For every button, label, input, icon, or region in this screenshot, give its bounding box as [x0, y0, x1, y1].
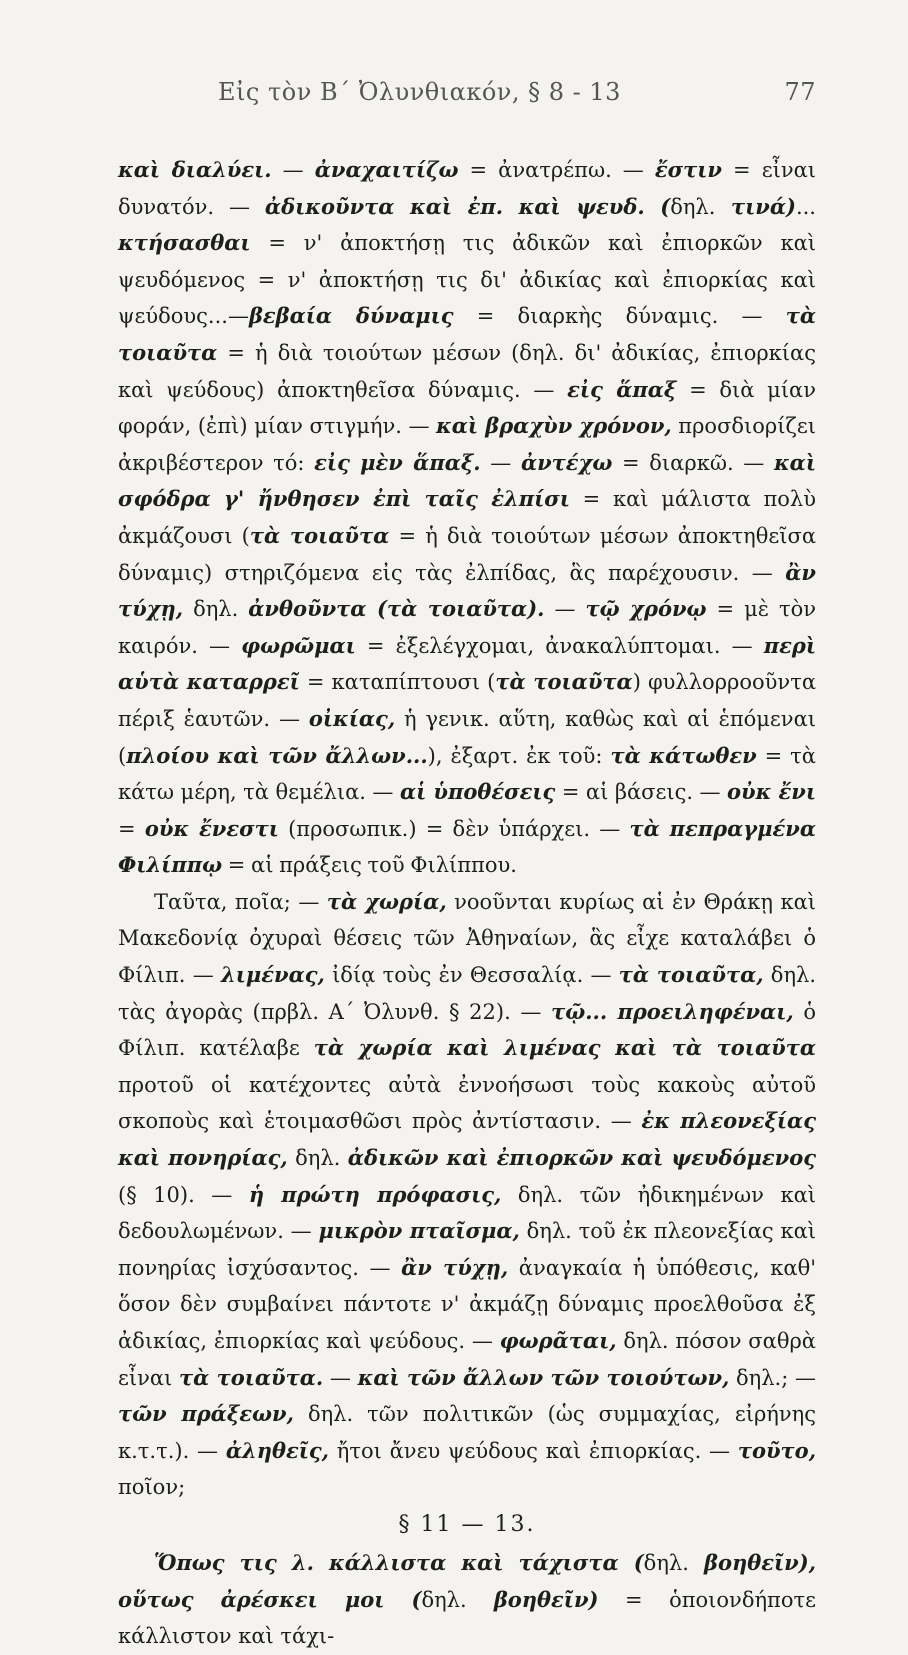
lemma: ἀναχαιτίζω — [314, 157, 459, 182]
text-run: = τὰ κάτω μέρη, τὰ θεμέλια. — — [118, 743, 816, 805]
lemma: ἀδικοῦντα καὶ ἐπ. καὶ ψευδ. ( — [264, 193, 671, 219]
text-run: = διὰ μίαν φοράν, (ἐπὶ) μίαν στιγμήν. — — [118, 377, 816, 439]
text-run: δηλ. τῶν πολιτικῶν (ὡς συμμαχίας, εἰρήνης κ.τ.τ.). — — [118, 1402, 816, 1463]
lemma: οἰκίας, — [308, 705, 396, 731]
lemma: φωρᾶται, — [499, 1328, 617, 1353]
text-run: = καταπίπτουσι ( — [299, 670, 496, 695]
text-run: = διαρκὴς δύναμις. — — [453, 304, 786, 329]
text-run: = μὲ τὸν καιρόν. — — [118, 597, 817, 658]
text-run: = διαρκῶ. — — [612, 450, 774, 475]
lemma: καὶ τῶν ἄλλων τῶν τοιούτων, — [357, 1364, 730, 1390]
lemma: βοηθεῖν) — [466, 1586, 599, 1612]
text-run: δηλ. — [643, 1550, 689, 1575]
text-run: = ν' ἀποκτήσῃ τις ἀδικῶν καὶ ἐπιορκῶν καὶ ψευδόμενος = ν' ἀποκτήσῃ τις δι' ἀδικίας καὶ ἐπιορκίας καὶ ψεύδους...— — [118, 231, 816, 329]
lemma: καὶ διαλύει. — [118, 157, 272, 182]
text-run: νοοῦνται κυρίως αἱ ἐν Θράκῃ καὶ Μακεδονίᾳ ὀχυραὶ θέσεις τῶν Ἀθηναίων, ἃς εἶχε καταλάβει ὁ Φίλιπ. — — [118, 889, 816, 988]
lemma: ἀληθεῖς, — [225, 1437, 329, 1463]
lemma: βεβαία δύναμις — [248, 303, 454, 329]
lemma: καὶ σφόδρα γ' ἤνθησεν ἐπὶ ταῖς ἐλπίσι — [118, 449, 816, 512]
text-run: = ἡ διὰ τοιούτων μέσων ἀποκτηθεῖσα δύναμις) στηριζόμενα εἰς τὰς ἐλπίδας, ἃς παρέχουσιν. — — [118, 523, 816, 585]
text-run: δηλ.; — — [729, 1365, 816, 1390]
text-run: προσδιορίζει ἀκριβέστερον τό: — [118, 414, 817, 475]
lemma: τοῦτο, — [737, 1437, 816, 1463]
commentary-body — [118, 152, 816, 1506]
text-run: — — [480, 450, 521, 475]
lemma: τὰ χωρία καὶ λιμένας καὶ τὰ τοιαῦτα — [313, 1035, 816, 1061]
lemma: τὰ τοιαῦτα. — [178, 1364, 324, 1390]
text-run: = αἱ πράξεις τοῦ Φιλίππου. — [222, 853, 517, 878]
paragraph-2 — [118, 884, 816, 1506]
lemma: ἀδικῶν καὶ ἐπιορκῶν καὶ ψευδόμενος — [347, 1145, 816, 1171]
lemma: καὶ βραχὺν χρόνον, — [436, 413, 672, 439]
lemma: οὐκ ἔνεστι — [144, 815, 279, 841]
text-run: — — [544, 597, 586, 622]
lemma: τὰ τοιαῦτα — [495, 669, 633, 695]
text-run: = αἱ βάσεις. — — [555, 780, 728, 805]
text-run: ) φυλλορροοῦντα πέριξ ἑαυτῶν. — — [118, 670, 816, 731]
lemma: εἰς ἅπαξ — [567, 376, 677, 402]
page-header — [118, 78, 816, 122]
lemma: τὰ κάτωθεν — [610, 742, 757, 768]
lemma: λιμένας, — [220, 962, 325, 988]
lemma: τὰ χωρία, — [326, 888, 447, 914]
text-run: (προσωπικ.) = δὲν ὑπάρχει. — — [278, 816, 630, 841]
lemma: τινά) — [715, 193, 796, 219]
page-number: 77 — [784, 78, 816, 106]
lemma: πλοίου καὶ τῶν ἄλλων... — [126, 742, 428, 768]
running-title: Εἰς τὸν Β΄ Ὀλυνθιακόν, § 8 - 13 — [218, 78, 621, 106]
text-run: ὁ Φίλιπ. κατέλαβε — [118, 999, 816, 1061]
lemma: τῷ χρόνῳ — [585, 596, 707, 622]
text-run: = ὁποιονδήποτε κάλλιστον καὶ τάχι- — [118, 1587, 816, 1649]
text-run: = ἡ διὰ τοιούτων μέσων (δηλ. δι' ἀδικίας, ἐπιορκίας καὶ ψεύδους) ἀποκτηθεῖσα δύναμις. — — [118, 340, 816, 402]
text-run: δηλ. — [287, 1146, 348, 1171]
text-run: δηλ. τὰς ἀγορὰς (πρβλ. Α΄ Ὀλυνθ. § 22). — — [118, 963, 817, 1024]
text-run: — — [323, 1365, 358, 1390]
lemma: ἂν τύχῃ, — [118, 559, 816, 622]
paragraph-3 — [118, 1545, 816, 1655]
text-run: ἤτοι ἄνευ ψεύδους καὶ ἐπιορκίας. — — [329, 1438, 738, 1463]
text-run: ποῖον; — [118, 1475, 186, 1500]
text-run: ἀναγκαία ἡ ὑπόθεσις, καθ' ὅσον δὲν συμβαίνει πάντοτε ν' ἀκμάζῃ δύναμις προελθοῦσα ἐξ ἀδικίας, ἐπιορκίας καὶ ψεύδους. — — [118, 1255, 816, 1353]
lemma: τῶν πράξεων, — [118, 1401, 294, 1427]
text-run: δηλ. τοῦ ἐκ πλεονεξίας καὶ πονηρίας ἰσχύσαντος. — — [118, 1219, 816, 1280]
lemma: ἐκ πλεονεξίας καὶ πονηρίας, — [118, 1108, 816, 1171]
text-run: (§ 10). — — [118, 1182, 249, 1207]
lemma: αἱ ὑποθέσεις — [399, 779, 556, 805]
lemma: περὶ αὑτὰ καταρρεῖ — [118, 632, 816, 695]
text-run: = ἐξελέγχομαι, ἀνακαλύπτομαι. — — [355, 633, 764, 658]
text-run: = — [118, 816, 145, 841]
lemma: φωρῶμαι — [241, 632, 356, 658]
text-run: Ταῦτα, ποῖα; — — [154, 889, 327, 914]
lemma: Ὅπως τις λ. κάλλιστα καὶ τάχιστα ( — [154, 1549, 644, 1575]
text-run: δηλ. — [421, 1587, 467, 1612]
text-run: δηλ. τῶν ἠδικημένων καὶ δεδουλωμένων. — — [118, 1182, 816, 1244]
text-run: ἡ γενικ. αὕτη, καθὼς καὶ αἱ ἑπόμεναι ( — [118, 706, 816, 768]
text-run: ἰδίᾳ τοὺς ἐν Θεσσαλίᾳ. — — [324, 963, 619, 988]
text-run: δηλ. — [670, 194, 716, 219]
lemma: τὰ τοιαῦτα — [249, 522, 390, 548]
lemma: ἔστιν — [654, 157, 722, 182]
lemma: οὐκ ἔνι — [727, 779, 816, 805]
lemma: τὰ τοιαῦτα — [118, 303, 816, 365]
section-heading: § 11 — 13. — [398, 1511, 536, 1537]
lemma: τὰ τοιαῦτα, — [618, 962, 764, 988]
lemma: εἰς μὲν ἅπαξ. — [314, 449, 481, 475]
text-run: = καὶ μάλιστα πολὺ ἀκμάζουσι ( — [118, 487, 816, 548]
paragraph-1 — [118, 152, 816, 884]
lemma: ἂν τύχῃ, — [401, 1254, 509, 1280]
lemma: ἀνθοῦντα (τὰ τοιαῦτα). — [248, 596, 545, 622]
lemma: τὰ πεπραγμένα Φιλίππῳ — [118, 815, 816, 878]
text-run: προτοῦ οἱ κατέχοντες αὐτὰ ἐννοήσωσι τοὺς κακοὺς αὐτοῦ σκοποὺς καὶ ἑτοιμασθῶσι πρὸς ἀντίστασιν. — — [118, 1072, 816, 1134]
lemma: μικρὸν πταῖσμα, — [318, 1218, 520, 1244]
text-run: δηλ. πόσον σαθρὰ εἶναι — [118, 1329, 816, 1390]
lemma: ἡ πρώτη πρόφασις, — [248, 1181, 502, 1207]
lemma: τῷ... προειληφέναι, — [551, 998, 794, 1024]
lemma: ἀντέχω — [520, 449, 613, 475]
text-run: — — [271, 158, 315, 182]
lemma: βοηθεῖν), οὕτως ἀρέσκει μοι ( — [118, 1549, 816, 1612]
text-run: δηλ. — [183, 597, 249, 622]
text-run: ), ἐξαρτ. ἐκ τοῦ: — [427, 743, 611, 768]
text-run: ... — [795, 194, 816, 219]
text-run: = ἀνατρέπω. — — [458, 158, 655, 182]
section-body — [118, 1545, 816, 1655]
lemma: κτήσασθαι — [118, 230, 251, 256]
text-run: = εἶναι δυνατόν. — — [118, 158, 816, 219]
